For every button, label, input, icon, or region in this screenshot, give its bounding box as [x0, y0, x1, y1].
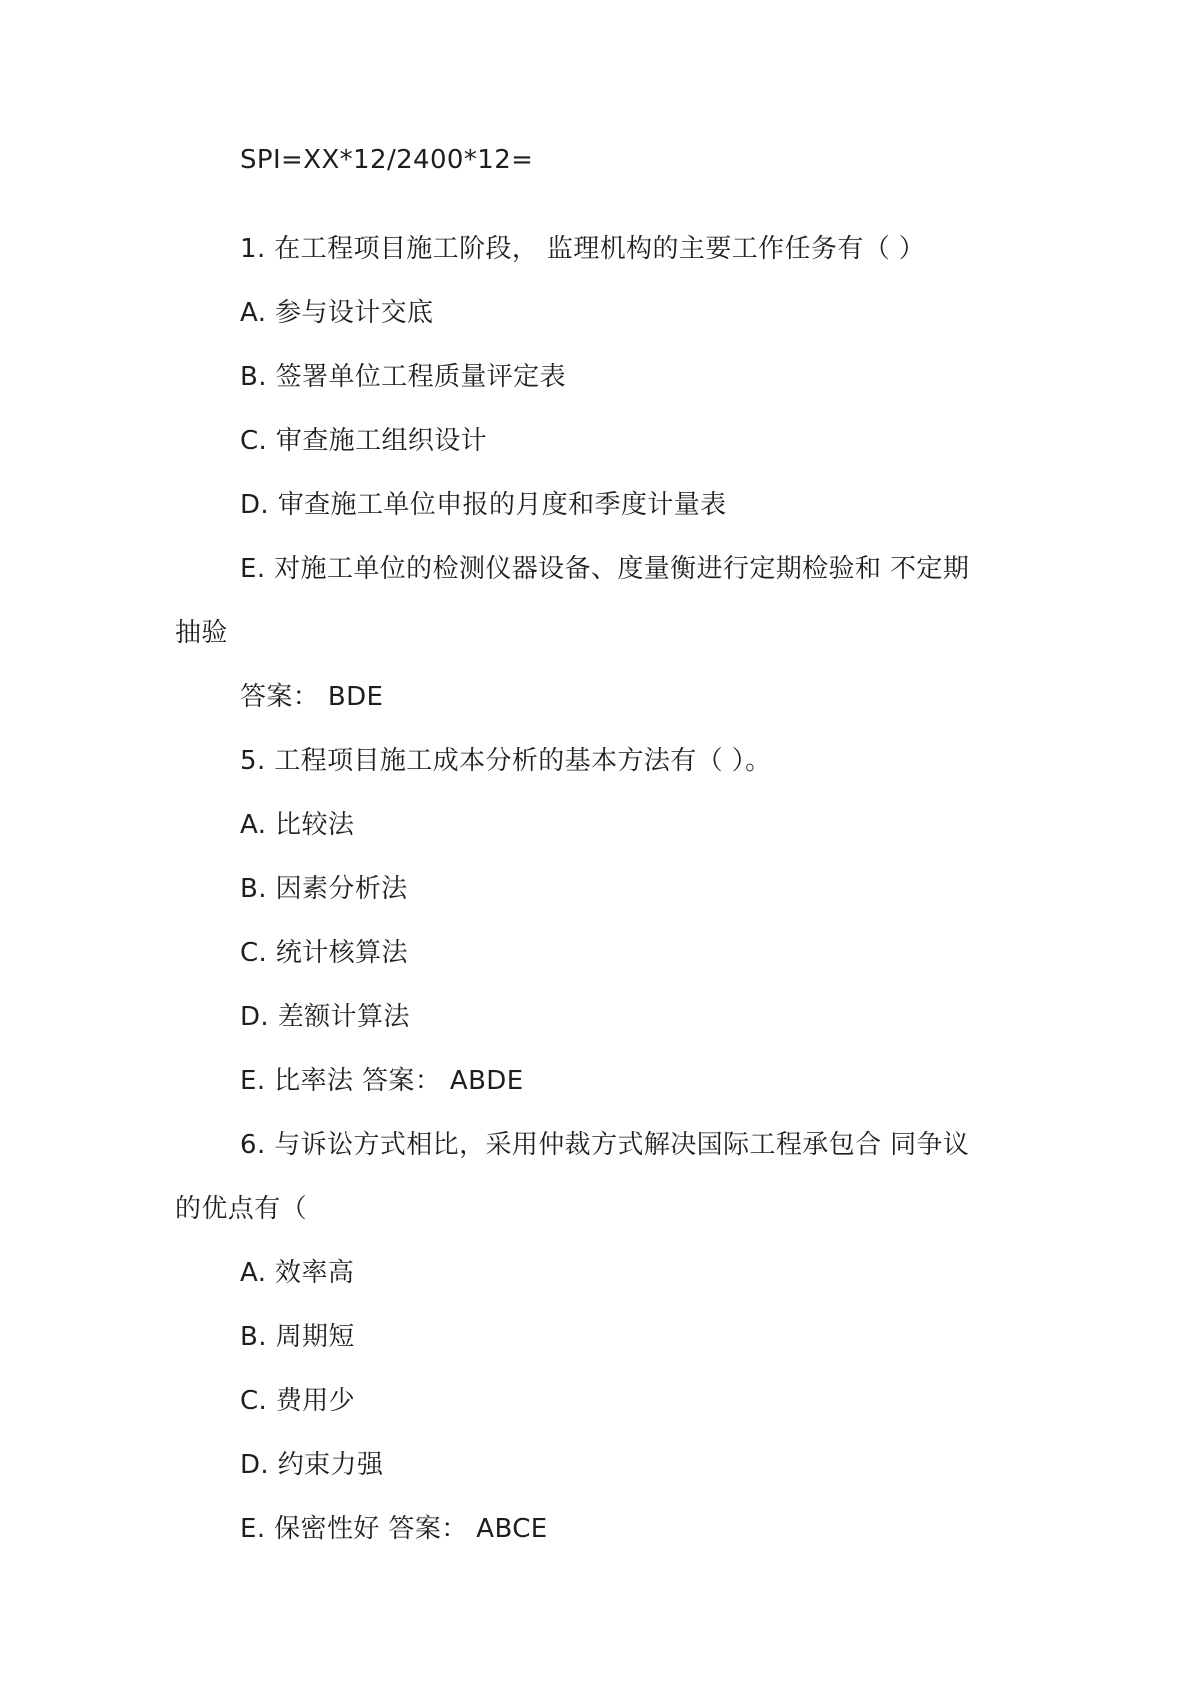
- question-1-option-a: A. 参与设计交底: [240, 298, 434, 328]
- question-5-option-c: C. 统计核算法: [240, 938, 408, 968]
- formula-line: SPI=XX*12/2400*12=: [240, 145, 534, 175]
- question-1-answer: 答案： BDE: [240, 682, 384, 712]
- question-1-option-d: D. 审查施工单位申报的月度和季度计量表: [240, 490, 727, 520]
- question-1-option-e: E. 对施工单位的检测仪器设备、度量衡进行定期检验和 不定期: [240, 554, 970, 584]
- question-1: 1. 在工程项目施工阶段， 监理机构的主要工作任务有（ ）: [240, 234, 926, 264]
- question-6: 6. 与诉讼方式相比，采用仲裁方式解决国际工程承包合 同争议: [240, 1130, 970, 1160]
- question-6-option-a: A. 效率高: [240, 1258, 355, 1288]
- question-6-option-d: D. 约束力强: [240, 1450, 384, 1480]
- question-6-option-e-answer: E. 保密性好 答案： ABCE: [240, 1514, 548, 1544]
- question-6-continued: 的优点有（: [175, 1194, 308, 1224]
- question-5-option-a: A. 比较法: [240, 810, 355, 840]
- question-6-option-c: C. 费用少: [240, 1386, 356, 1416]
- question-5-option-b: B. 因素分析法: [240, 874, 408, 904]
- question-5: 5. 工程项目施工成本分析的基本方法有（ ）。: [240, 746, 772, 776]
- question-6-option-b: B. 周期短: [240, 1322, 355, 1352]
- question-1-option-e-continued: 抽验: [175, 618, 228, 648]
- question-5-option-e-answer: E. 比率法 答案： ABDE: [240, 1066, 524, 1096]
- question-1-option-c: C. 审查施工组织设计: [240, 426, 488, 456]
- question-1-option-b: B. 签署单位工程质量评定表: [240, 362, 566, 392]
- question-5-option-d: D. 差额计算法: [240, 1002, 410, 1032]
